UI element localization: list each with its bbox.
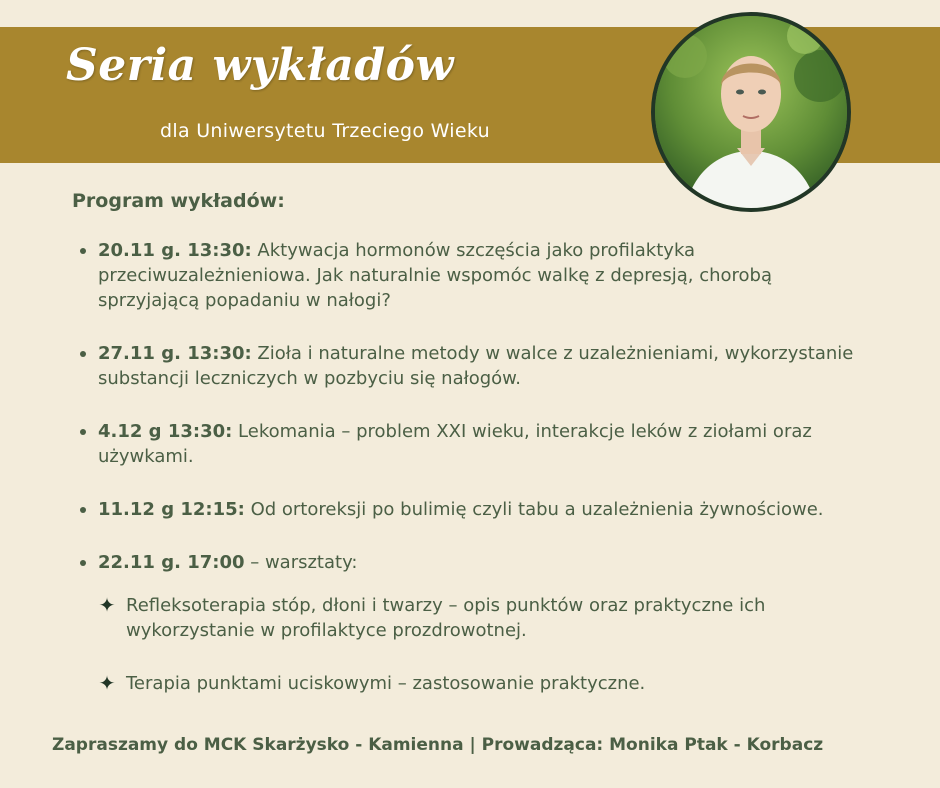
lecture-topic: Lekomania – problem XXI wieku, interakcje leków z ziołami oraz używkami. [98,421,812,467]
lecture-topic: Od ortoreksji po bulimię czyli tabu a uzależnienia żywnościowe. [244,499,824,520]
lecture-item [78,419,878,469]
page-title: Seria wykładów [66,40,454,91]
program-heading: Program wykładów: [72,190,285,212]
sparkle-star-icon: ✦ [98,671,116,695]
workshop-item [96,593,816,643]
lecture-topic: – warsztaty: [244,552,358,573]
lecture-item [78,341,878,391]
lecture-item [78,497,878,522]
lecture-date: 22.11 g. 17:00 [98,552,245,573]
lecture-topic: Zioła i naturalne metody w walce z uzależnieniami, wykorzystanie substancji leczniczych w pozbyciu się nałogów. [98,343,854,389]
sparkle-star-icon: ✦ [98,593,116,617]
lecture-item [78,550,878,575]
lecture-topic: Aktywacja hormonów szczęścia jako profilaktyka przeciwuzależnieniowa. Jak naturalnie wspomóc walkę z depresją, chorobą sprzyjającą popadaniu w nałogi? [98,240,772,311]
footer-text: Zapraszamy do MCK Skarżysko - Kamienna | Prowadząca: Monika Ptak - Korbacz [52,735,824,755]
lecture-item [78,238,878,313]
lecture-date: 4.12 g 13:30: [98,421,233,442]
workshop-text: Terapia punktami uciskowymi – zastosowanie praktyczne. [126,673,646,694]
workshop-item [96,671,816,696]
workshop-text: Refleksoterapia stóp, dłoni i twarzy – opis punktów oraz praktyczne ich wykorzystanie w profilaktyce prozdrowotnej. [126,595,766,641]
lecture-date: 27.11 g. 13:30: [98,343,252,364]
speaker-photo [651,12,851,212]
lecture-date: 11.12 g 12:15: [98,499,245,520]
page-subtitle: dla Uniwersytetu Trzeciego Wieku [160,120,490,142]
lecture-list [78,238,878,603]
lecture-date: 20.11 g. 13:30: [98,240,252,261]
